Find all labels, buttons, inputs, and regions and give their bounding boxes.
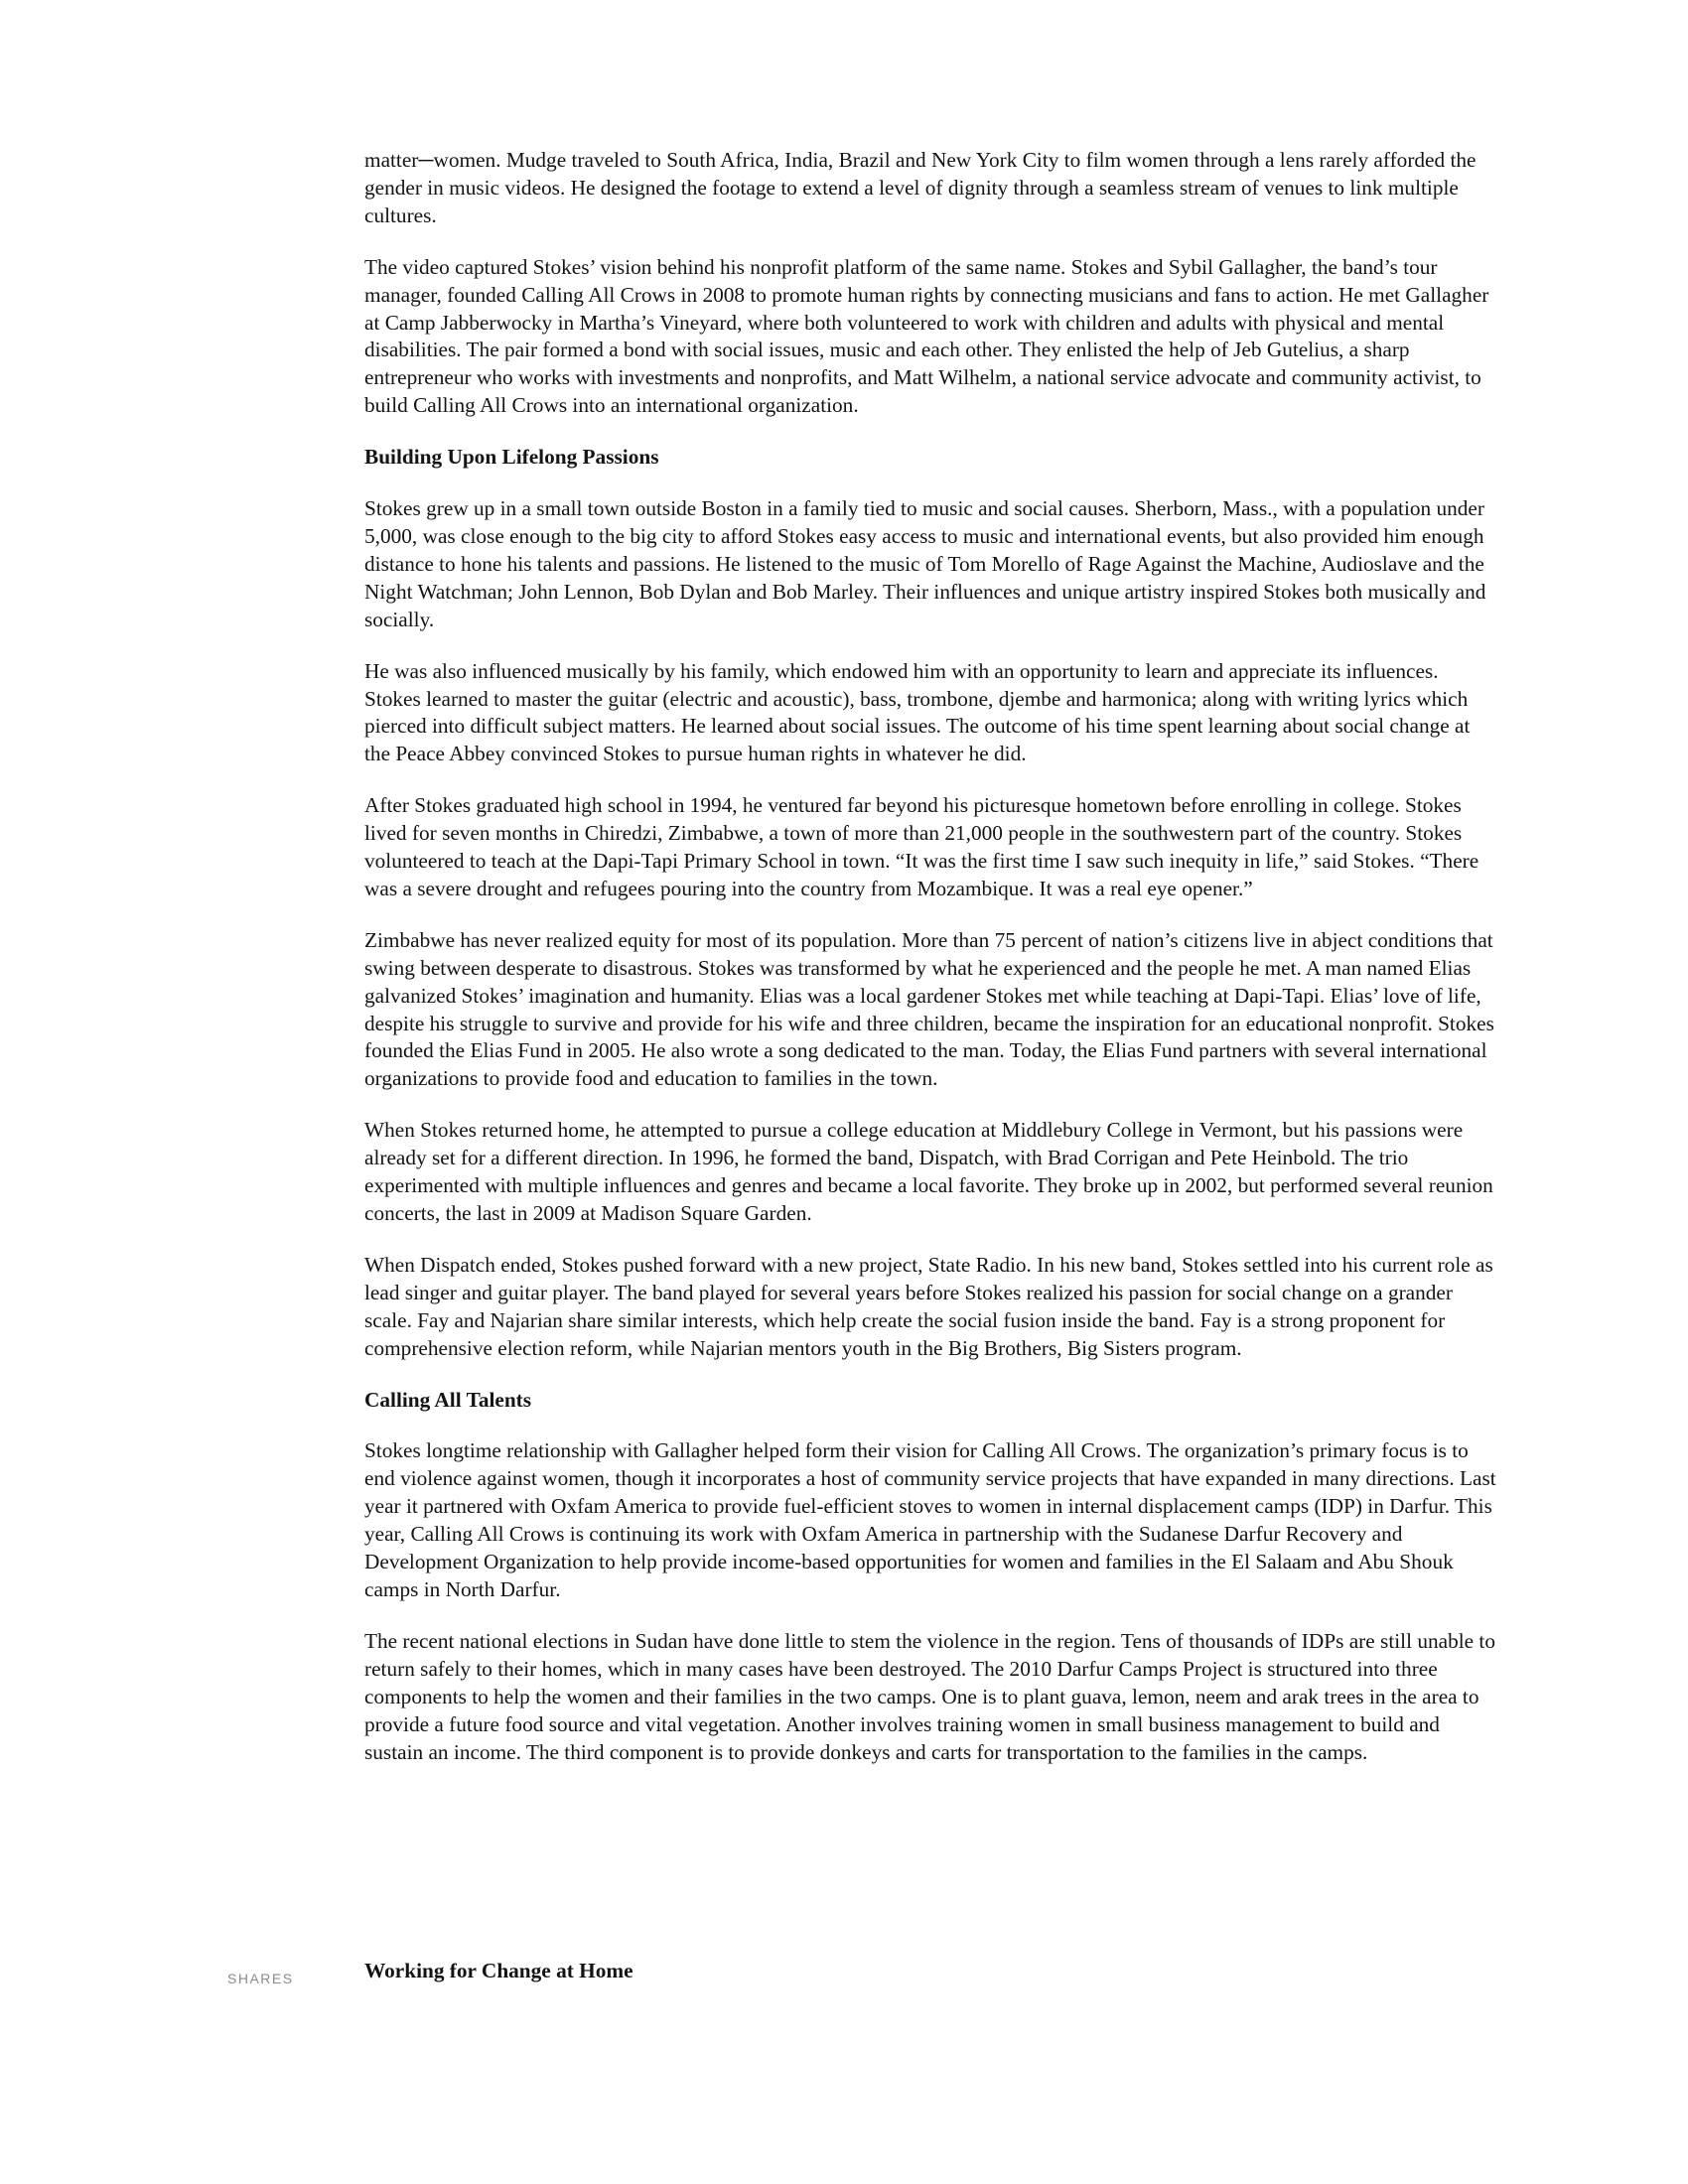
shares-label[interactable]: SHARES: [227, 1971, 294, 1986]
paragraph-calling-all-crows: The video captured Stokes’ vision behind his nonprofit platform of the same name. Stokes and Sybil Gallagher, the band’s tour manager, founded Calling All Crows in 2008 to promote human rights by connecting musicians and fans to action. He met Gallagher at Camp Jabberwocky in Martha’s Vineyard, where both volunteered to work with children and adults with physical and mental disabilities. The pair formed a bond with social issues, music and each other. They enlisted the help of Jeb Gutelius, a sharp entrepreneur who works with investments and nonprofits, and Matt Wilhelm, a national service advocate and community activist, to build Calling All Crows into an international organization.: [364, 254, 1489, 418]
paragraph-zimbabwe: After Stokes graduated high school in 1994, he ventured far beyond his picturesque hometown before enrolling in college. Stokes lived for seven months in Chiredzi, Zimbabwe, a town of more than 21,000 people in the southwestern part of the country. Stokes volunteered to teach at the Dapi-Tapi Primary School in town. “It was the first time I saw such inequity in life,” said Stokes. “There was a severe drought and refugees pouring into the country from Mozambique. It was a real eye opener.”: [364, 793, 1479, 900]
section-heading-change-at-home: Working for Change at Home: [364, 1959, 633, 1982]
paragraph-family-influence: He was also influenced musically by his family, which endowed him with an opportunity to learn and appreciate its influences. Stokes learned to master the guitar (electric and acoustic), bass, trombone, djembe and harmonica; along with writing lyrics which pierced into difficult subject matters. He learned about social issues. The outcome of his time spent learning about social change at the Peace Abbey convinced Stokes to pursue human rights in whatever he did.: [364, 658, 1471, 766]
paragraph-oxfam: Stokes longtime relationship with Gallagher helped form their vision for Calling All Crows. The organization’s primary focus is to end violence against women, though it incorporates a host of community service projects that have expanded in many directions. Last year it partnered with Oxfam America to provide fuel-efficient stoves to women in internal displacement camps (IDP) in Darfur. This year, Calling All Crows is continuing its work with Oxfam America in partnership with the Sudanese Darfur Recovery and Development Organization to help provide income-based opportunities for women and families in the El Salaam and Abu Shouk camps in North Darfur.: [364, 1438, 1496, 1601]
paragraph-dispatch: When Stokes returned home, he attempted to pursue a college education at Middlebury College in Vermont, but his passions were already set for a different direction. In 1996, he formed the band, Dispatch, with Brad Corrigan and Pete Heinbold. The trio experimented with multiple influences and genres and became a local favorite. They broke up in 2002, but performed several reunion concerts, the last in 2009 at Madison Square Garden.: [364, 1118, 1493, 1225]
article-body: [364, 147, 1496, 1790]
paragraph-intro: matter─women. Mudge traveled to South Africa, India, Brazil and New York City to film women through a lens rarely afforded the gender in music videos. He designed the footage to extend a level of dignity through a seamless stream of venues to link multiple cultures.: [364, 148, 1477, 227]
section-heading-calling-all-talents: Calling All Talents: [364, 1387, 532, 1412]
paragraph-elias: Zimbabwe has never realized equity for most of its population. More than 75 percent of nation’s citizens live in abject conditions that swing between desperate to disastrous. Stokes was transformed by what he experienced and the people he met. A man named Elias galvanized Stokes’ imagination and humanity. Elias was a local gardener Stokes met while teaching at Dapi-Tapi. Elias’ love of life, despite his struggle to survive and provide for his wife and three children, became the inspiration for an educational nonprofit. Stokes founded the Elias Fund in 2005. He also wrote a song dedicated to the man. Today, the Elias Fund partners with several international organizations to provide food and education to families in the town.: [364, 927, 1494, 1091]
paragraph-darfur-camps: The recent national elections in Sudan have done little to stem the violence in the region. Tens of thousands of IDPs are still unable to return safely to their homes, which in many cases have been destroyed. The 2010 Darfur Camps Project is structured into three components to help the women and their families in the two camps. One is to plant guava, lemon, neem and arak trees in the area to provide a future food source and vital vegetation. Another involves training women in small business management to build and sustain an income. The third component is to provide donkeys and carts for transportation to the families in the camps.: [364, 1628, 1495, 1764]
section-heading-lifelong-passions: Building Upon Lifelong Passions: [364, 445, 659, 470]
paragraph-state-radio: When Dispatch ended, Stokes pushed forward with a new project, State Radio. In his new band, Stokes settled into his current role as lead singer and guitar player. The band played for several years before Stokes realized his passion for social change on a grander scale. Fay and Najarian share similar interests, which help create the social fusion inside the band. Fay is a strong proponent for comprehensive election reform, while Najarian mentors youth in the Big Brothers, Big Sisters program.: [364, 1252, 1493, 1360]
paragraph-sherborn: Stokes grew up in a small town outside Boston in a family tied to music and social causes. Sherborn, Mass., with a population under 5,000, was close enough to the big city to afford Stokes easy access to music and international events, but also provided him enough distance to hone his talents and passions. He listened to the music of Tom Morello of Rage Against the Machine, Audioslave and the Night Watchman; John Lennon, Bob Dylan and Bob Marley. Their influences and unique artistry inspired Stokes both musically and socially.: [364, 496, 1486, 631]
